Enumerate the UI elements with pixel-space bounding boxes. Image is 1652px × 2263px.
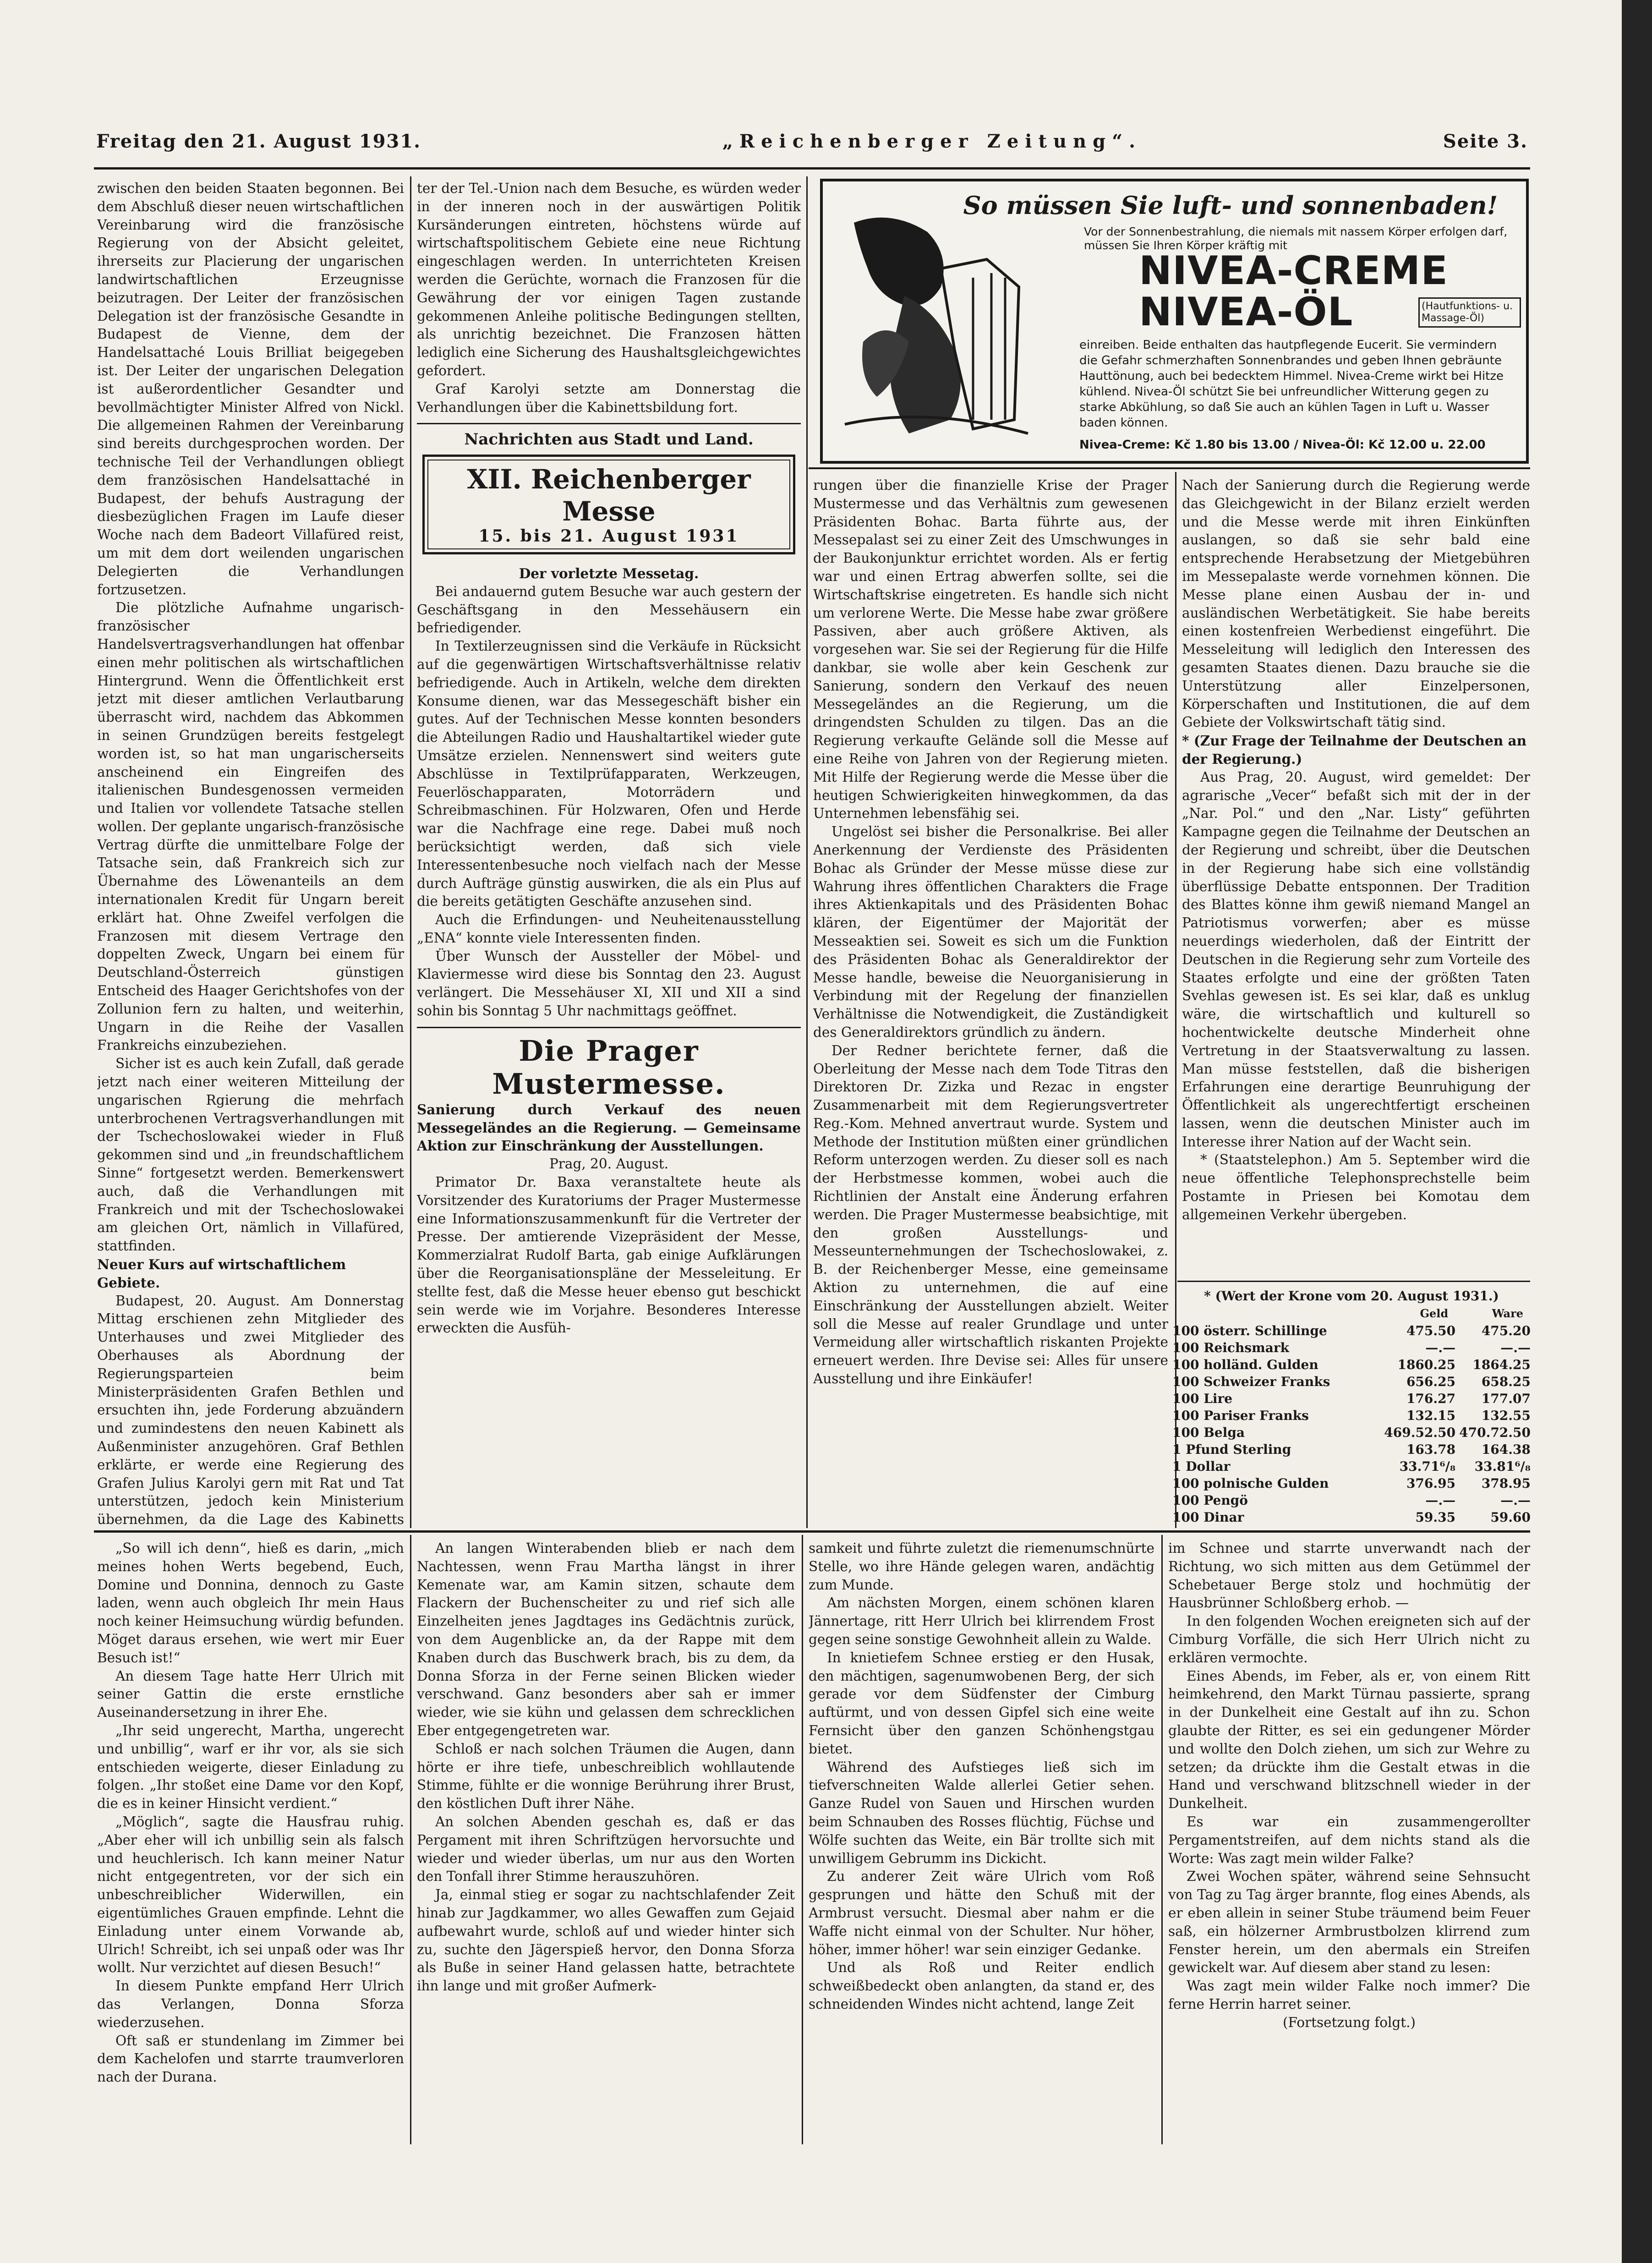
- fx-label: 100 polnische Gulden: [1172, 1476, 1329, 1491]
- fx-geld: 176.27: [1406, 1391, 1456, 1406]
- section-heading: Nachrichten aus Stadt und Land.: [464, 430, 754, 449]
- fx-row: [1171, 1322, 1532, 1339]
- article-paragraph: Auch die Erfindungen- und Neuheitenausstellung „ENA“ konnte viele Interessenten finden.: [417, 912, 801, 946]
- article-paragraph: * (Staatstelephon.) Am 5. September wird die neue öffentliche Telephonsprechstelle beim Postamte in Priesen bei Komotau dem allgemeinen Verkehr übergeben.: [1182, 1152, 1530, 1222]
- divider: [417, 423, 801, 424]
- story-column-1: [97, 1540, 404, 2149]
- ad-brand-oel: NIVEA-ÖL: [1139, 289, 1353, 335]
- article-paragraph: zwischen den beiden Staaten begonnen. Bei dem Abschluß dieser neuen wirtschaftlichen Vereinbarung wird die französische Regierung von der Absicht geleitet, ihrerseits zur Placierung der ungarischen landwirtschaftlichen Erzeugnisse beizutragen. Der Leiter der französischen Delegation ist der französische Gesandte in Budapest de Vienne, dem der Handelsattaché Louis Brilliat beigegeben ist. Der Leiter der ungarischen Delegation ist außerordentlicher Gesandter und bevollmächtigter Minister Alfred von Nickl. Die allgemeinen Rahmen der Vereinbarung sind bereits durchgesprochen worden. Der technische Teil der Verhandlungen obliegt dem französischen Handelsattaché in Budapest, der behufs Austragung der diesbezüglichen Fragen im Laufe dieser Woche nach dem Badeort Villafüred reist, um mit dem dort weilenden ungarischen Delegierten die Verhandlungen fortzusetzen.: [97, 181, 404, 597]
- fx-ware: 33.81⁶/₈: [1474, 1459, 1531, 1474]
- column-divider: [802, 1535, 803, 2144]
- section-rule: [94, 1530, 1530, 1533]
- page-header: [96, 131, 1528, 167]
- column-4: [1182, 477, 1530, 1278]
- article-paragraph: Budapest, 20. August. Am Donnerstag Mittag erschienen zehn Mitglieder des Unterhauses und zwei Mitglieder des Oberhauses als Abordnung der Regierungsparteien beim Ministerpräsidenten Grafen Bethlen und ersuchten ihn, jede Forderung abzuändern und zumindestens den neuen Kabinett als Außenminister anzugehören. Graf Bethlen erklärte, er werde eine Regierung des Grafen Julius Karolyi gern mit Rat und Tat unterstützen, jedoch kein Ministerium übernehmen, da die Lage des Kabinetts: [97, 1293, 404, 1527]
- article-paragraph: Aus Prag, 20. August, wird gemeldet: Der agrarische „Vecer“ befaßt sich mit der in der „Nar. Pol.“ und den „Nar. Listy“ geführten Kampagne gegen die Teilnahme der Deutschen an der Regierung und schreibt, über die Deutschen in der Regierung habe sich eine vollständig überflüssige Debatte entsponnen. Der Tradition des Blattes könne ihm gewiß niemand Mangel an Patriotismus vorwerfen; aber es müsse neuerdings wiederholen, daß der Eintritt der Deutschen in die Regierung sehr zum Vorteile des Staates erfolgte und eine der größten Taten Svehlas gewesen ist. Es sei klar, daß es unklug wäre, die wirtschaftlich und kulturell so hochentwickelte deutsche Minderheit ohne Vertretung in der Staatsverwaltung zu lassen. Man müsse feststellen, daß die bisherigen Erfahrungen eine derartige Beunruhigung der Öffentlichkeit als ungerechtfertigt erscheinen lassen, wenn die deutschen Minister auch im Interesse ihrer Nation auf der Wacht sein.: [1182, 769, 1530, 1150]
- fx-geld: —.—: [1425, 1340, 1456, 1355]
- fx-row: [1171, 1492, 1532, 1509]
- fx-label: 1 Dollar: [1172, 1459, 1231, 1474]
- story-column-4: [1168, 1540, 1530, 2149]
- article-paragraph: rungen über die finanzielle Krise der Prager Mustermesse und das Verhältnis zum gewesenen Präsidenten Bohac. Barta führte aus, der Messepalast sei zu einer Zeit des Umschwunges in der Baukonjunktur errichtet worden. Als er fertig war und einen Ertrag abwerfen sollte, sei die Wirtschaftskrise eingetreten. Es handle sich nicht um verlorene Werte. Die Messe habe zwar größere Passiven, aber auch größere Aktiven, als vorgesehen war. Sie sei der Regierung für die Hilfe dankbar, sie wolle aber kein Geschenk zur Sanierung, sondern den Verkauf des neuen Messegeländes an die Regierung, um die dringendsten Schulden zu tilgen. Das an die Regierung verkaufte Gelände soll die Messe auf eine Reihe von Jahren von der Regierung mieten. Mit Hilfe der Regierung werde die Messe über die heutigen Schwierigkeiten hinwegkommen, da das Unternehmen lebensfähig sei.: [813, 477, 1168, 822]
- fx-row: [1171, 1339, 1532, 1356]
- fx-top-rule: [1177, 1281, 1530, 1282]
- fx-geld: —.—: [1425, 1493, 1456, 1508]
- fx-geld: 475.50: [1406, 1323, 1456, 1338]
- article-paragraph: In Textilerzeugnissen sind die Verkäufe in Rücksicht auf die gegenwärtigen Wirtschaftsverhältnisse relativ befriedigende. Auch in Artikeln, welche dem direkten Konsume dienen, war das Messegeschäft bisher ein gutes. Auf der Technischen Messe konnten besonders die Abteilungen Radio und Haushaltartikel wieder gute Umsätze erzielen. Nennenswert sind weiters gute Abschlüsse in Textilprüfapparaten, Werkzeugen, Feuerlöschapparaten, Motorrädern und Schreibmaschinen. Für Holzwaren, Ofen und Herde war die Nachfrage eine rege. Dabei muß noch berücksichtigt werden, daß sich viele Interessentenbesuche noch vielfach nach der Messe durch Aufträge günstig auswirken, die als ein Plus auf die bereits getätigten Geschäfte anzusehen sind.: [417, 638, 801, 910]
- scan-edge: [1622, 0, 1652, 2263]
- messe-date: 15. bis 21. August 1931: [478, 526, 739, 546]
- story-paragraph: Oft saß er stundenlang im Zimmer bei dem Kachelofen und starrte traumverloren nach der Durana.: [97, 2033, 404, 2085]
- fx-row: [1171, 1509, 1532, 1526]
- article-deck: Sanierung durch Verkauf des neuen Messegeländes an die Regierung. — Gemeinsame Aktion zur Einschränkung der Ausstellungen.: [417, 1101, 801, 1154]
- fx-col-ware: Ware: [1492, 1307, 1523, 1320]
- column-3: [813, 477, 1168, 1526]
- fx-row: [1171, 1407, 1532, 1424]
- story-column-2: [417, 1540, 795, 2149]
- header-rule: [94, 167, 1530, 170]
- article-paragraph: Der Redner berichtete ferner, daß die Oberleitung der Messe nach dem Tode Titras den Direktoren Dr. Zizka und Rezac in engster Zusammenarbeit mit dem Regierungsvertreter Reg.-Kom. Mehned anvertraut wurde. System und Methode der Institution müßten einer gründlichen Reform unterzogen werden. Zu dieser soll es nach der Herbstmesse kommen, wobei auch die Richtlinien der Anstalt eine Änderung erfahren werden. Die Prager Mustermesse beabsichtige, mit den großen Ausstellungs- und Messeunternehmungen der Tschechoslowakei, z. B. der Reichenberger Messe, eine gemeinsame Aktion zu unternehmen, die auf eine Einschränkung der Ausstellungen abzielt. Weiter soll die Messe auf realer Grundlage und unter Vermeidung aller wirtschaftlich riskanten Projekte erneuert werden. Ihre Devise sei: Alles für unsere Ausstellung und ihre Einkäufer!: [813, 1042, 1168, 1387]
- ad-brand-creme: NIVEA-CREME: [1139, 248, 1448, 294]
- fx-row: [1171, 1373, 1532, 1390]
- ad-headline: So müssen Sie luft- und sonnenbaden!: [963, 191, 1498, 220]
- fx-ware: 164.38: [1481, 1442, 1531, 1457]
- fx-ware: 132.55: [1481, 1408, 1531, 1423]
- fx-row: [1171, 1458, 1532, 1475]
- article-paragraph: Über Wunsch der Aussteller der Möbel- und Klaviermesse wird diese bis Sonntag den 23. August verlängert. Die Messehäuser XI, XII und XII a sind sohin bis Sonntag 5 Uhr nachmittags geöffnet.: [417, 948, 801, 1019]
- fx-row: [1171, 1356, 1532, 1373]
- article-paragraph: Die plötzliche Aufnahme ungarisch-französischer Handelsvertragsverhandlungen hat offenbar einen mehr politischen als wirtschaftlichen Hintergrund. Wenn die Öffentlichkeit erst jetzt mit dieser amtlichen Verlautbarung überrascht wird, nachdem das Abkommen in seinen Grundzügen bereits festgelegt worden ist, so hat man ungarischerseits anscheinend ein Eingreifen des italienischen Bundesgenossen vermeiden und Italien vor vollendete Tatsache stellen wollen. Der geplante ungarisch-französische Vertrag dürfte die unmittelbare Folge der Tatsache sein, daß Frankreich sich zur Übernahme des Löwenanteils an dem internationalen Kredit für Ungarn bereit erklärt hat. Ohne Zweifel verfolgen die Franzosen mit diesem Vertrage den doppelten Zweck, Ungarn bei einem für Deutschland-Österreich günstigen Entscheid des Haager Gerichtshofes von der Zollunion fern zu halten, und weiterhin, Ungarn in die Reihe der Vasallen Frankreichs einzubeziehen.: [97, 600, 404, 1053]
- fx-label: 100 holländ. Gulden: [1172, 1357, 1318, 1372]
- fx-ware: —.—: [1500, 1493, 1531, 1508]
- story-paragraph: An diesem Tage hatte Herr Ulrich mit seiner Gattin die erste ernstliche Auseinandersetzung in ihrer Ehe.: [97, 1668, 404, 1721]
- header-title: „Reichenberger Zeitung“.: [722, 131, 1142, 152]
- fx-ware: 59.60: [1490, 1510, 1531, 1525]
- article-paragraph: Ungelöst sei bisher die Personalkrise. Bei aller Anerkennung der Verdienste des Präsidenten Bohac als Gründer der Messe müsse diese zur Wahrung ihres öffentlichen Charakters die Frage ihres Aktienkapitals und des Präsidenten Bohac klären, der Eigentümer der Majorität der Messeaktien sei. Soweit es sich um die Funktion des Präsidenten Bohac als Generaldirektor der Messe handle, beweise die Neuorganisierung in Verbindung mit der Regelung der finanziellen Verhältnisse die Notwendigkeit, die Zuständigkeit des Generaldirektors gründlich zu ändern.: [813, 824, 1168, 1040]
- fx-title: * (Wert der Krone vom 20. August 1931.): [1204, 1288, 1499, 1304]
- fx-label: 100 Schweizer Franks: [1172, 1374, 1330, 1389]
- ad-tag: (Hautfunktions- u. Massage-Öl): [1418, 297, 1521, 328]
- fx-label: 1 Pfund Sterling: [1172, 1442, 1291, 1457]
- column-divider: [1161, 1535, 1163, 2144]
- story-paragraph: Am nächsten Morgen, einem schönen klaren Jännertage, ritt Herr Ulrich bei klirrendem Frost gegen seine sonstige Gewohnheit allein zu Walde.: [809, 1595, 1154, 1647]
- story-paragraph: Und als Roß und Reiter endlich schweißbedeckt oben anlangten, da stand er, des schneidenden Windes nicht achtend, lange Zeit: [809, 1960, 1154, 2012]
- column-divider: [806, 176, 808, 1528]
- story-paragraph: „Ihr seid ungerecht, Martha, ungerecht und unbillig“, warf er ihr vor, als sie sich entschieden weigerte, dieser Einladung zu folgen. „Ihr stoßet eine Dame vor den Kopf, die es in keiner Hinsicht verdient.“: [97, 1722, 404, 1812]
- ad-body: einreiben. Beide enthalten das hautpflegende Eucerit. Sie vermindern die Gefahr schmerzhaften Sonnenbrandes und geben Ihnen gebräunte Hauttönung, auch bei bedecktem Himmel. Nivea-Creme wirkt bei Hitze kühlend. Nivea-Öl schützt Sie bei unfreundlicher Witterung gegen zu starke Abkühlung, so daß Sie auch an kühlen Tagen in Luft u. Wasser baden können.: [1079, 338, 1504, 430]
- article-subhead: * (Zur Frage der Teilnahme der Deutschen an der Regierung.): [1182, 733, 1527, 767]
- messe-banner: [422, 455, 795, 554]
- fx-label: 100 Pariser Franks: [1172, 1408, 1309, 1423]
- fx-row: [1171, 1424, 1532, 1441]
- fx-geld: 33.71⁶/₈: [1399, 1459, 1456, 1474]
- fx-geld: 469.52.50: [1384, 1425, 1456, 1440]
- header-page-number: Seite 3.: [1443, 131, 1528, 152]
- messe-title: XII. Reichenberger Messe: [467, 464, 751, 527]
- fx-label: 100 Dinar: [1172, 1510, 1244, 1525]
- story-paragraph: Schloß er nach solchen Träumen die Augen, dann hörte er ihre tiefe, unbeschreiblich wohllautende Stimme, fühlte er die wonnige Berührung ihrer Brust, den köstlichen Duft ihrer Nähe.: [417, 1741, 795, 1812]
- fx-col-geld: Geld: [1420, 1307, 1449, 1320]
- fx-ware: 378.95: [1481, 1476, 1531, 1491]
- article-subhead: Der vorletzte Messetag.: [519, 565, 699, 581]
- fx-label: 100 Reichsmark: [1172, 1340, 1290, 1355]
- fx-row: [1171, 1475, 1532, 1492]
- story-paragraph: In diesem Punkte empfand Herr Ulrich das Verlangen, Donna Sforza wiederzusehen.: [97, 1978, 404, 2030]
- fx-ware: —.—: [1500, 1340, 1531, 1355]
- article-headline: Die Prager Mustermesse.: [492, 1034, 726, 1101]
- fx-row: [1171, 1441, 1532, 1458]
- fx-geld: 376.95: [1406, 1476, 1456, 1491]
- article-paragraph: ter der Tel.-Union nach dem Besuche, es würden weder in der inneren noch in der auswärtigen Politik Kursänderungen eintreten, höchstens würde auf wirtschaftspolitischem Gebiete eine neue Richtung eingeschlagen werden. In unterrichteten Kreisen werden die Gerüchte, wornach die Franzosen für die Gewährung der vor einigen Tagen zustande gekommenen Anleihe politische Bedingungen stellten, als unrichtig bezeichnet. Die Franzosen hätten lediglich eine Sicherung des Haushaltsgleichgewichtes gefordert.: [417, 181, 801, 378]
- fx-ware: 1864.25: [1472, 1357, 1531, 1372]
- story-paragraph: Zwei Wochen später, während seine Sehnsucht von Tag zu Tag ärger brannte, flog eines Abends, als er eben allein in seiner Stube träumend beim Feuer saß, ein hölzerner Armbrustbolzen klirrend zum Fenster herein, um den abermals ein Streifen gewickelt war. Auf diesem aber stand zu lesen:: [1168, 1868, 1530, 1976]
- nivea-advertisement: [820, 179, 1529, 464]
- story-paragraph: In knietiefem Schnee erstieg er den Husak, den mächtigen, sagenumwobenen Berg, der sich gerade vor dem Südfenster der Cimburg auftürmt, und von dessen Gipfel sich eine weite Fernsicht über den ganzen Schönhengstgau bietet.: [809, 1649, 1154, 1757]
- fx-label: 100 Lire: [1172, 1391, 1233, 1406]
- story-paragraph: Ja, einmal stieg er sogar zu nachtschlafender Zeit hinab zur Jagdkammer, wo alles Gewaffen zum Gejaid aufbewahrt wurde, schloß auf und wieder hinter sich zu, suchte den Jägerspieß hervor, den Donna Sforza als Buße in seiner Hand gelassen hatte, betrachtete ihn lange und mit großer Aufmerk-: [417, 1887, 795, 1994]
- article-subhead: Neuer Kurs auf wirtschaftlichem Gebiete.: [97, 1256, 346, 1291]
- article-dateline: Prag, 20. August.: [549, 1156, 669, 1172]
- ad-bottom-rule: [809, 467, 1530, 469]
- sunbather-illustration-icon: [836, 204, 1033, 447]
- article-paragraph: Graf Karolyi setzte am Donnerstag die Verhandlungen über die Kabinettsbildung fort.: [417, 381, 801, 415]
- ad-prices: Nivea-Creme: Kč 1.80 bis 13.00 / Nivea-Öl: Kč 12.00 u. 22.00: [1079, 438, 1486, 452]
- story-paragraph: An langen Winterabenden blieb er nach dem Nachtessen, wenn Frau Martha längst in ihrer Kemenate war, am Kamin sitzen, schaute dem Flackern der Buchenscheiter zu und rief sich alle Einzelheiten jenes Jagdtages ins Gedächtnis zurück, von dem Augenblicke an, da der Rappe mit dem Knaben durch das Buschwerk brach, bis zu dem, da Donna Sforza in der Ferne seinen Blicken wieder verschwand. Ganz besonders aber sah er immer wieder, wie sie kühn und gelassen dem schrecklichen Eber entgegengetreten war.: [417, 1540, 795, 1738]
- fx-label: 100 österr. Schillinge: [1172, 1323, 1327, 1338]
- story-paragraph: Was zagt mein wilder Falke noch immer? Die ferne Herrin harret seiner.: [1168, 1978, 1530, 2012]
- story-continuation: (Fortsetzung folgt.): [1282, 2014, 1416, 2030]
- fx-ware: 658.25: [1481, 1374, 1531, 1389]
- fx-geld: 163.78: [1406, 1442, 1456, 1457]
- story-paragraph: „So will ich denn“, hieß es darin, „mich meines hohen Werts begebend, Euch, Domine und Donnina, dennoch zu Gaste laden, wenn auch obgleich Ihr mein Haus noch keiner Heimsuchung würdig befunden. Möget daraus ersehen, wie wert mir Euer Besuch ist!“: [97, 1540, 404, 1666]
- fx-geld: 1860.25: [1397, 1357, 1456, 1372]
- fx-table: [1171, 1304, 1532, 1526]
- story-paragraph: Es war ein zusammengerollter Pergamentstreifen, auf dem nichts stand als die Worte: Was zagt mein wilder Falke?: [1168, 1814, 1530, 1866]
- fx-ware: 470.72.50: [1459, 1425, 1531, 1440]
- fx-geld: 656.25: [1406, 1374, 1456, 1389]
- story-paragraph: In den folgenden Wochen ereigneten sich auf der Cimburg Vorfälle, die sich Herr Ulrich nicht zu erklären vermochte.: [1168, 1613, 1530, 1666]
- column-1: [97, 180, 404, 1527]
- fx-ware: 475.20: [1481, 1323, 1531, 1338]
- fx-geld: 132.15: [1406, 1408, 1456, 1423]
- story-paragraph: Eines Abends, im Feber, als er, von einem Ritt heimkehrend, den Markt Türnau passierte, sprang in der Dunkelheit eine Gestalt auf ihn zu. Schon glaubte der Ritter, es sei ein gedungener Mörder und wollte den Dolch ziehen, um sich zur Wehre zu setzen; da drückte ihm die Gestalt etwas in die Hand und verschwand blitzschnell wieder in der Dunkelheit.: [1168, 1668, 1530, 1812]
- story-paragraph: Während des Aufstieges ließ sich im tiefverschneiten Walde allerlei Getier sehen. Ganze Rudel von Sauen und Hirschen wurden beim Schnauben des Rosses flüchtig, Füchse und Wölfe suchten das Weite, ein Bär trollte sich mit unwilligem Gebrumm ins Dickicht.: [809, 1759, 1154, 1866]
- article-paragraph: Nach der Sanierung durch die Regierung werde das Gleichgewicht in der Bilanz erzielt werden und die Messe werde mit ihren Einkünften auslangen, so daß sie sehr bald eine entsprechende Herabsetzung der Mietgebühren im Messepalaste werde vornehmen können. Die Messe plane einen Ausbau der in- und ausländischen Werbetätigkeit. Sie habe bereits einen kostenfreien Werbedienst eingeführt. Die Messeleitung will lediglich den Interessen des gesamten Staates dienen. Dazu brauche sie die Unterstützung aller Einzelpersonen, Körperschaften und Institutionen, die auf dem Gebiete der Volkswirtschaft tätig sind.: [1182, 477, 1530, 730]
- article-paragraph: Primator Dr. Baxa veranstaltete heute als Vorsitzender des Kuratoriums der Prager Mustermesse eine Informationszusammenkunft für die Vertreter der Presse. Der amtierende Vizepräsident der Messe, Kommerzialrat Rudolf Barta, gab einige Aufklärungen über die Reorganisationspläne der Messeleitung. Er stellte fest, daß die Messe heuer ebenso gut beschickt sein werde wie im Vorjahre. Besonderes Interesse erweckten die Ausfüh-: [417, 1174, 801, 1336]
- fx-label: 100 Pengö: [1172, 1493, 1248, 1508]
- story-paragraph: „Möglich“, sagte die Hausfrau ruhig. „Aber eher will ich unbillig sein als falsch und heuchlerisch. Ich kann meiner Natur nicht entgegentreten, vor der sich ein unbeschreiblicher Widerwillen, ein eigentümliches Grauen empfinde. Lehnt die Einladung unter einem Vorwande ab, Ulrich! Schreibt, ich sei unpaß oder was Ihr wollt. Nur verzichtet auf diesen Besuch!“: [97, 1814, 404, 1976]
- exchange-rate-table: [1171, 1288, 1532, 1526]
- fx-ware: 177.07: [1481, 1391, 1531, 1406]
- story-paragraph: samkeit und führte zuletzt die riemenumschnürte Stelle, wo ihre Hände gelegen waren, andächtig zum Munde.: [809, 1540, 1154, 1593]
- story-column-3: [809, 1540, 1154, 2149]
- fx-row: [1171, 1390, 1532, 1407]
- fx-rows: [1171, 1322, 1532, 1526]
- article-paragraph: Bei andauernd gutem Besuche war auch gestern der Geschäftsgang in den Messehäusern ein befriedigender.: [417, 583, 801, 636]
- ad-intro: Vor der Sonnenbestrahlung, die niemals mit nassem Körper erfolgen darf, müssen Sie Ihren Körper kräftig mit: [1084, 225, 1508, 252]
- divider: [417, 1027, 801, 1028]
- story-paragraph: im Schnee und starrte unverwandt nach der Richtung, wo sich mitten aus dem Getümmel der Schebetauer Berge stolz und hochmütig der Hausbrünner Schloßberg erhob. —: [1168, 1540, 1530, 1611]
- column-divider: [410, 176, 411, 1528]
- article-paragraph: Sicher ist es auch kein Zufall, daß gerade jetzt nach einer weiteren Mitteilung der ungarischen Rgierung die mehrfach unterbrochenen Vertragsverhandlungen mit der Tschechoslowakei wieder in Fluß gekommen sind und „in freundschaftlichem Sinne“ fortgesetzt werden. Bemerkenswert auch, daß die Verhandlungen mit Frankreich und mit der Tschechoslowakei am gleichen Ort, nämlich in Villafüred, stattfinden.: [97, 1056, 404, 1254]
- fx-label: 100 Belga: [1172, 1425, 1245, 1440]
- header-date: Freitag den 21. August 1931.: [96, 131, 421, 152]
- fx-geld: 59.35: [1415, 1510, 1456, 1525]
- story-paragraph: Zu anderer Zeit wäre Ulrich vom Roß gesprungen und hätte den Schuß mit der Armbrust versucht. Diesmal aber nahm er die Waffe nicht einmal von der Schulter. Nur höher, höher, immer höher! war sein einziger Gedanke.: [809, 1868, 1154, 1957]
- story-paragraph: An solchen Abenden geschah es, daß er das Pergament mit ihren Schriftzügen hervorsuchte und wieder und wieder überlas, um nur aus den Worten den Tonfall ihrer Stimme herauszuhören.: [417, 1814, 795, 1885]
- column-divider: [410, 1535, 411, 2144]
- column-2: [417, 180, 801, 1527]
